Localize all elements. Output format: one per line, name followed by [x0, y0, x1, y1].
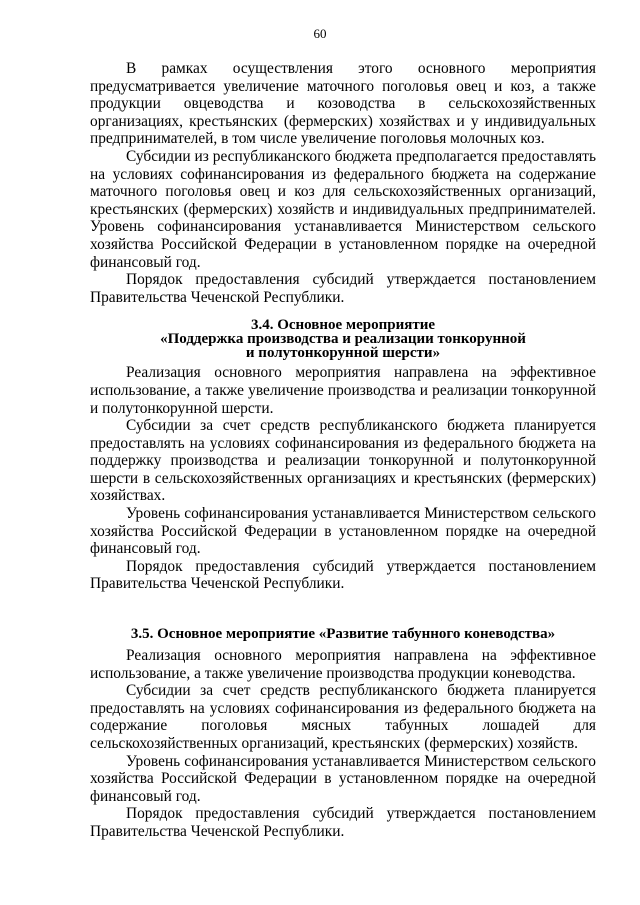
section-3-4-paragraph-3: Уровень софинансирования устанавливается Министерством сельского хозяйства Российской Федерации в установленном порядке на очередной финансовый год.: [90, 505, 596, 558]
section-3-4-heading-line-1: 3.4. Основное мероприятие: [250, 317, 436, 334]
page-number: 60: [313, 26, 327, 41]
section-3-4-heading: [90, 318, 596, 360]
document-body: [90, 60, 596, 841]
section-3-5-heading: 3.5. Основное мероприятие «Развитие табунного коневодства»: [130, 626, 556, 643]
intro-paragraph-1: В рамках осуществления этого основного мероприятия предусматривается увеличение маточного поголовья овец и коз, а также продукции овцеводства и козоводства в сельскохозяйственных организациях, крестьянских (фермерских) хозяйствах и у индивидуальных предпринимателей, в том числе увеличение поголовья молочных коз.: [90, 60, 596, 148]
section-3-4-paragraph-2: Субсидии за счет средств республиканского бюджета планируется предоставлять на условиях софинансирования из федерального бюджета на поддержку производства и реализации тонкорунной и полутонкорунной шерсти в сельскохозяйственных организациях и крестьянских (фермерских) хозяйствах.: [90, 417, 596, 505]
section-3-4-paragraph-1: Реализация основного мероприятия направлена на эффективное использование, а также увеличение производства и реализации тонкорунной и полутонкорунной шерсти.: [90, 364, 596, 417]
section-3-4-paragraph-4: Порядок предоставления субсидий утверждается постановлением Правительства Чеченской Республики.: [90, 557, 596, 593]
section-3-4-heading-line-3: и полутонкорунной шерсти»: [245, 345, 441, 362]
section-3-5-paragraph-1: Реализация основного мероприятия направлена на эффективное использование, а также увеличение производства продукции коневодства.: [90, 647, 596, 682]
section-3-5-paragraph-4: Порядок предоставления субсидий утверждается постановлением Правительства Чеченской Республики.: [90, 805, 596, 840]
section-3-5-paragraph-3: Уровень софинансирования устанавливается Министерством сельского хозяйства Российской Федерации в установленном порядке на очередной финансовый год.: [90, 752, 596, 805]
section-3-4-heading-line-2: «Поддержка производства и реализации тонкорунной: [160, 331, 526, 348]
section-3-5-paragraph-2: Субсидии за счет средств республиканского бюджета планируется предоставлять на условиях софинансирования из федерального бюджета на содержание поголовья мясных табунных лошадей для сельскохозяйственных организаций, крестьянских (фермерских) хозяйств.: [90, 682, 596, 752]
intro-paragraph-3: Порядок предоставления субсидий утверждается постановлением Правительства Чеченской Республики.: [90, 271, 596, 306]
intro-paragraph-2: Субсидии из республиканского бюджета предполагается предоставлять на условиях софинансирования из федерального бюджета на содержание маточного поголовья овец и коз для сельскохозяйственных организаций, крестьянских (фермерских) хозяйств и индивидуальных предпринимателей. Уровень софинансирования устанавливается Министерством сельского хозяйства Российской Федерации в установленном порядке на очередной финансовый год.: [90, 147, 596, 271]
